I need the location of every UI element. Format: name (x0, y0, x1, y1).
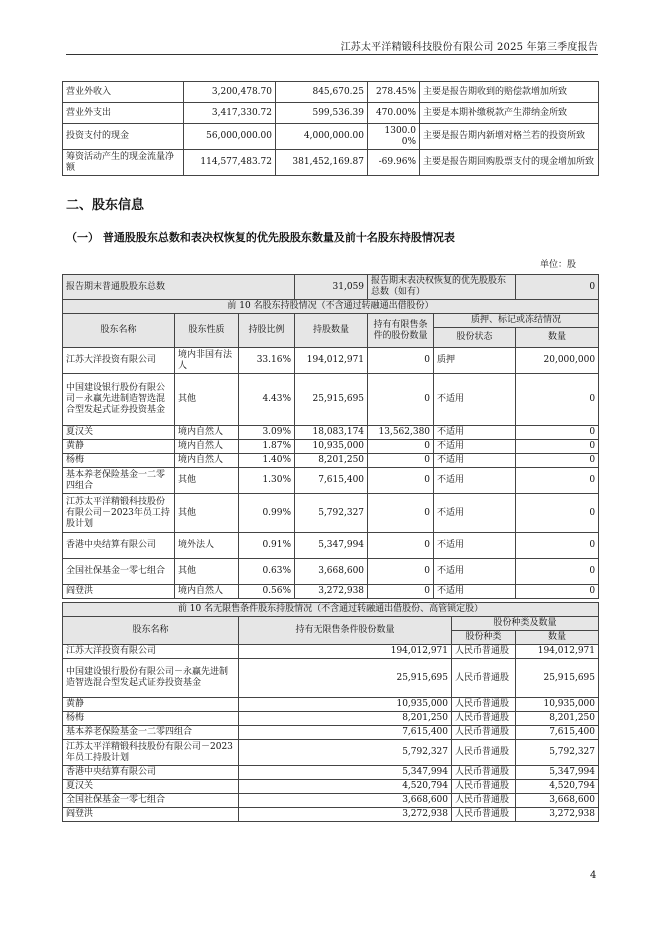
holder-qty: 5,792,327 (239, 740, 452, 766)
table-row (63, 698, 599, 712)
holder-qty: 3,272,938 (295, 585, 368, 599)
table-row (63, 150, 599, 176)
holder-restricted: 0 (368, 454, 434, 468)
section-title: 二、股东信息 (66, 198, 145, 213)
holder-status: 不适用 (434, 585, 516, 599)
holder-ratio: 3.09% (239, 426, 295, 440)
holder-count: 0 (516, 559, 599, 585)
share-count: 3,272,938 (516, 808, 599, 822)
table-row (63, 494, 599, 533)
holder-count: 0 (516, 533, 599, 559)
holder-nature: 其他 (175, 374, 239, 426)
holder-count: 0 (516, 585, 599, 599)
holder-name: 江苏太平洋精锻科技股份有限公司－2023年员工持股计划 (63, 494, 175, 533)
holder-restricted: 0 (368, 585, 434, 599)
holder-ratio: 1.87% (239, 440, 295, 454)
holder-nature: 境外法人 (175, 533, 239, 559)
holder-name: 江苏太平洋精锻科技股份有限公司－2023 年员工持股计划 (63, 740, 239, 766)
holder-restricted: 0 (368, 533, 434, 559)
table-row (63, 533, 599, 559)
rate-cell: -69.96% (368, 150, 420, 176)
holder-name: 香港中央结算有限公司 (63, 766, 239, 780)
holder-name: 夏汉关 (63, 780, 239, 794)
shareholders-table (62, 274, 599, 599)
table-row (63, 103, 599, 124)
holder-restricted: 0 (368, 348, 434, 374)
holder-ratio: 33.16% (239, 348, 295, 374)
holder-count: 0 (516, 454, 599, 468)
share-kind: 人民币普通股 (452, 712, 516, 726)
holder-restricted: 13,562,380 (368, 426, 434, 440)
unrestricted-table (62, 602, 599, 822)
holder-restricted: 0 (368, 468, 434, 494)
holder-ratio: 0.56% (239, 585, 295, 599)
holder-qty: 194,012,971 (239, 645, 452, 659)
table-row (63, 585, 599, 599)
table-row (63, 740, 599, 766)
holder-qty: 3,668,600 (295, 559, 368, 585)
total-value: 31,059 (295, 275, 368, 300)
holder-nature: 境内自然人 (175, 585, 239, 599)
holder-qty: 5,347,994 (239, 766, 452, 780)
share-kind: 人民币普通股 (452, 808, 516, 822)
holder-nature: 境内自然人 (175, 426, 239, 440)
holder-count: 0 (516, 426, 599, 440)
holder-name: 杨梅 (63, 454, 175, 468)
holder-restricted: 0 (368, 374, 434, 426)
holder-name: 夏汉关 (63, 426, 175, 440)
holder-name: 阎登洪 (63, 585, 175, 599)
share-count: 7,615,400 (516, 726, 599, 740)
pref-label: 报告期末表决权恢复的优先股股东总数（如有） (368, 275, 516, 300)
share-kind: 人民币普通股 (452, 766, 516, 780)
holder-name: 中国建设银行股份有限公司－永赢先进制造智选混合型发起式证券投资基金 (63, 659, 239, 698)
table-row (63, 780, 599, 794)
holder-name: 基本养老保险基金一二零四组合 (63, 468, 175, 494)
page-number: 4 (590, 870, 597, 881)
current-cell: 56,000,000.00 (184, 124, 276, 150)
holder-name: 江苏大洋投资有限公司 (63, 348, 175, 374)
holder-status: 质押 (434, 348, 516, 374)
holder-status: 不适用 (434, 426, 516, 440)
col-header-status: 股份状态 (434, 328, 516, 348)
table-row (63, 124, 599, 150)
holder-count: 0 (516, 440, 599, 454)
col-header-nature: 股东性质 (175, 314, 239, 348)
report-header: 江苏太平洋精锻科技股份有限公司 2025 年第三季度报告 (340, 42, 598, 53)
reason-cell: 主要是本期补缴税款产生滞纳金所致 (420, 103, 599, 124)
holder-qty: 10,935,000 (295, 440, 368, 454)
holder-qty: 3,668,600 (239, 794, 452, 808)
table-row (63, 468, 599, 494)
holder-qty: 25,915,695 (295, 374, 368, 426)
summary-row (63, 275, 599, 300)
current-cell: 3,417,330.72 (184, 103, 276, 124)
holder-qty: 18,083,174 (295, 426, 368, 440)
holder-nature: 其他 (175, 494, 239, 533)
share-count: 25,915,695 (516, 659, 599, 698)
change-table (62, 81, 599, 176)
header-divider (66, 54, 598, 55)
holder-qty: 4,520,794 (239, 780, 452, 794)
holder-ratio: 4.43% (239, 374, 295, 426)
table-row (63, 82, 599, 103)
holder-ratio: 0.99% (239, 494, 295, 533)
unrestricted-title: 前 10 名无限售条件股东持股情况（不含通过转融通出借股份、高管锁定股） (63, 603, 599, 617)
holder-name: 香港中央结算有限公司 (63, 533, 175, 559)
holder-name: 中国建设银行股份有限公司－永赢先进制造智选混合型发起式证券投资基金 (63, 374, 175, 426)
share-kind: 人民币普通股 (452, 726, 516, 740)
holder-qty: 5,347,994 (295, 533, 368, 559)
holder-name: 全国社保基金一零七组合 (63, 559, 175, 585)
holder-qty: 7,615,400 (295, 468, 368, 494)
table-row (63, 426, 599, 440)
col-header-kind-group: 股份种类及数量 (452, 617, 599, 631)
holder-restricted: 0 (368, 559, 434, 585)
col-header-pledge: 质押、标记或冻结情况 (434, 314, 599, 328)
table-row (63, 808, 599, 822)
col-header-count: 数量 (516, 328, 599, 348)
table-row (63, 348, 599, 374)
current-cell: 114,577,483.72 (184, 150, 276, 176)
section-row (63, 300, 599, 314)
table-row (63, 712, 599, 726)
holder-restricted: 0 (368, 440, 434, 454)
holder-qty: 8,201,250 (295, 454, 368, 468)
col-header-name: 股东名称 (63, 314, 175, 348)
holder-nature: 境内自然人 (175, 454, 239, 468)
top10-title: 前 10 名股东持股情况（不含通过转融通出借股份） (63, 300, 599, 314)
col-header-ratio: 持股比例 (239, 314, 295, 348)
table-row (63, 374, 599, 426)
rate-cell: 278.45% (368, 82, 420, 103)
holder-qty: 7,615,400 (239, 726, 452, 740)
table-row (63, 726, 599, 740)
share-count: 194,012,971 (516, 645, 599, 659)
reason-cell: 主要是报告期收到的赔偿款增加所致 (420, 82, 599, 103)
share-count: 5,347,994 (516, 766, 599, 780)
share-kind: 人民币普通股 (452, 780, 516, 794)
reason-cell: 主要是报告期内新增对格兰若的投资所致 (420, 124, 599, 150)
rate-cell: 470.00% (368, 103, 420, 124)
holder-ratio: 0.63% (239, 559, 295, 585)
previous-cell: 599,536.39 (276, 103, 368, 124)
current-cell: 3,200,478.70 (184, 82, 276, 103)
table-row (63, 659, 599, 698)
table-row (63, 559, 599, 585)
table-row (63, 645, 599, 659)
holder-status: 不适用 (434, 559, 516, 585)
holder-ratio: 1.40% (239, 454, 295, 468)
holder-count: 0 (516, 468, 599, 494)
item-cell: 营业外收入 (63, 82, 184, 103)
unit-label: 单位：股 (540, 260, 577, 270)
total-label: 报告期末普通股股东总数 (63, 275, 295, 300)
item-cell: 投资支付的现金 (63, 124, 184, 150)
holder-name: 基本养老保险基金一二零四组合 (63, 726, 239, 740)
holder-ratio: 1.30% (239, 468, 295, 494)
holder-status: 不适用 (434, 374, 516, 426)
share-kind: 人民币普通股 (452, 645, 516, 659)
share-count: 5,792,327 (516, 740, 599, 766)
holder-qty: 3,272,938 (239, 808, 452, 822)
holder-status: 不适用 (434, 454, 516, 468)
holder-ratio: 0.91% (239, 533, 295, 559)
section-row (63, 603, 599, 617)
item-cell: 筹资活动产生的现金流量净额 (63, 150, 184, 176)
col-header-count: 数量 (516, 631, 599, 645)
holder-name: 阎登洪 (63, 808, 239, 822)
holder-status: 不适用 (434, 440, 516, 454)
reason-cell: 主要是报告期回购股票支付的现金增加所致 (420, 150, 599, 176)
holder-qty: 8,201,250 (239, 712, 452, 726)
share-count: 10,935,000 (516, 698, 599, 712)
previous-cell: 381,452,169.87 (276, 150, 368, 176)
holder-nature: 其他 (175, 468, 239, 494)
share-count: 4,520,794 (516, 780, 599, 794)
holder-name: 黄静 (63, 698, 239, 712)
holder-nature: 境内自然人 (175, 440, 239, 454)
holder-name: 江苏大洋投资有限公司 (63, 645, 239, 659)
col-header-name: 股东名称 (63, 617, 239, 645)
holder-count: 20,000,000 (516, 348, 599, 374)
share-kind: 人民币普通股 (452, 794, 516, 808)
previous-cell: 4,000,000.00 (276, 124, 368, 150)
col-header-restricted: 持有有限售条件的股份数量 (368, 314, 434, 348)
table-row (63, 440, 599, 454)
holder-restricted: 0 (368, 494, 434, 533)
table-row (63, 794, 599, 808)
header-row (63, 314, 599, 328)
holder-count: 0 (516, 374, 599, 426)
holder-status: 不适用 (434, 494, 516, 533)
holder-qty: 5,792,327 (295, 494, 368, 533)
holder-count: 0 (516, 494, 599, 533)
share-count: 3,668,600 (516, 794, 599, 808)
holder-qty: 10,935,000 (239, 698, 452, 712)
item-cell: 营业外支出 (63, 103, 184, 124)
holder-status: 不适用 (434, 533, 516, 559)
holder-qty: 25,915,695 (239, 659, 452, 698)
holder-nature: 境内非国有法人 (175, 348, 239, 374)
share-kind: 人民币普通股 (452, 698, 516, 712)
holder-nature: 其他 (175, 559, 239, 585)
header-row (63, 617, 599, 631)
col-header-qty: 持股数量 (295, 314, 368, 348)
pref-value: 0 (516, 275, 599, 300)
holder-status: 不适用 (434, 468, 516, 494)
rate-cell: 1300.00% (368, 124, 420, 150)
holder-name: 黄静 (63, 440, 175, 454)
table-row (63, 454, 599, 468)
share-count: 8,201,250 (516, 712, 599, 726)
table-row (63, 766, 599, 780)
share-kind: 人民币普通股 (452, 659, 516, 698)
col-header-qty: 持有无限售条件股份数量 (239, 617, 452, 645)
section-subtitle: （一） 普通股股东总数和表决权恢复的优先股股东数量及前十名股东持股情况表 (66, 231, 455, 244)
holder-name: 杨梅 (63, 712, 239, 726)
holder-qty: 194,012,971 (295, 348, 368, 374)
previous-cell: 845,670.25 (276, 82, 368, 103)
holder-name: 全国社保基金一零七组合 (63, 794, 239, 808)
share-kind: 人民币普通股 (452, 740, 516, 766)
col-header-kind: 股份种类 (452, 631, 516, 645)
